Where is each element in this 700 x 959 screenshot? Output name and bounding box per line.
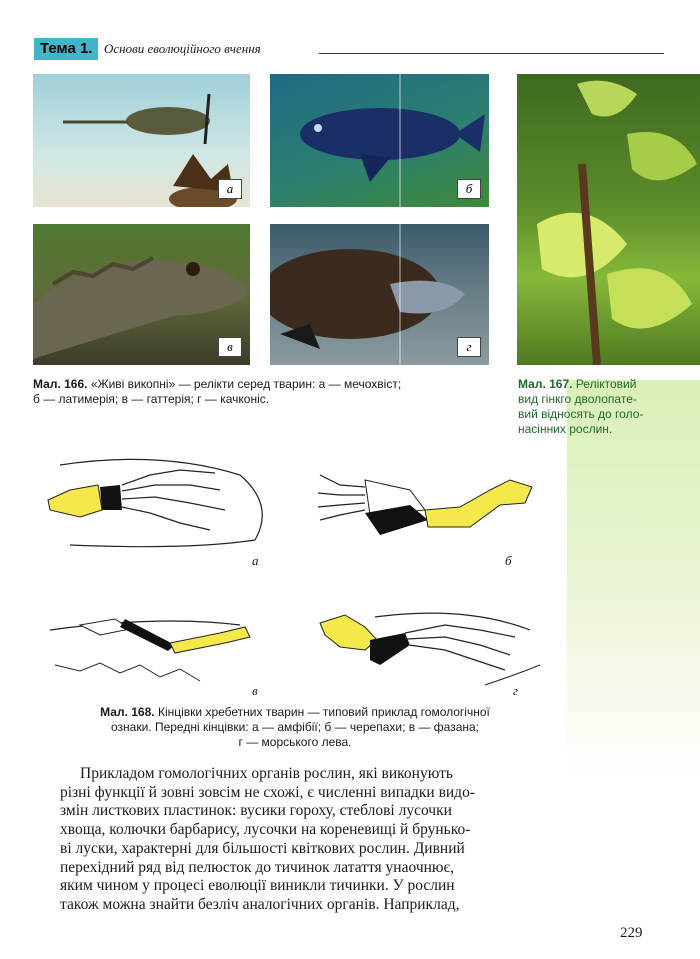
page-header (34, 38, 664, 60)
topic-label: Тема 1. (34, 38, 98, 60)
photo-coelacanth (270, 74, 489, 207)
body-line-8: також можна знайти безліч аналогічних органів. Наприклад, (60, 895, 460, 913)
caption-fig167-line1: Реліктовий (575, 377, 637, 391)
ginkgo-leaves-illustration (517, 74, 700, 365)
letter-v: в (252, 683, 258, 698)
badge-b: б (457, 179, 481, 199)
photo-tuatara (33, 224, 250, 365)
green-background-strip (567, 380, 700, 780)
caption-fig168-line2: ознаки. Передні кінцівки: а — амфібії; б — черепахи; в — фазана; (110, 720, 480, 734)
limb-diagram-sea-lion (315, 605, 545, 695)
letter-g: г (513, 683, 519, 698)
header-rule (319, 53, 664, 54)
badge-a: а (218, 179, 242, 199)
body-paragraph (60, 765, 650, 915)
photo-platypus (270, 224, 489, 365)
body-line-3: змін листкових пластинок: вусики гороху, стеблові лусочки (60, 802, 452, 820)
badge-g: г (457, 337, 481, 357)
caption-fig166-label: Мал. 166. (33, 377, 88, 391)
caption-fig168-label: Мал. 168. (100, 705, 155, 719)
photo-ginkgo (517, 74, 700, 365)
photo-horseshoe-crab (33, 74, 250, 207)
limb-diagram-pheasant (40, 605, 270, 690)
body-line-4: хвоща, колючки барбарису, лусочки на кореневищі й брунько- (60, 821, 471, 839)
body-line-7: яким чином у процесі еволюції виникли тичинки. У рослин (60, 877, 455, 895)
limb-diagram-turtle (310, 465, 540, 540)
caption-fig168-line3: г — морського лева. (238, 735, 352, 749)
caption-fig167-line4: насінних рослин. (518, 422, 613, 436)
caption-fig167-line2: вид гінкго дволопате- (518, 392, 637, 406)
body-line-6: перехідний ряд від пелюсток до тичинок латаття унаочнює, (60, 858, 455, 876)
body-line-5: ві луски, характерні для більшості квіткових рослин. Дивний (60, 839, 465, 857)
caption-fig166-line2: б — латимерія; в — гаттерія; г — качконіс. (33, 392, 270, 406)
caption-fig167 (518, 377, 698, 437)
page-number: 229 (620, 925, 643, 941)
caption-fig168-line1: Кінцівки хребетних тварин — типовий приклад гомологічної (157, 705, 490, 719)
caption-fig166-line1: «Живі викопні» — релікти серед тварин: а — мечохвіст; (90, 377, 402, 391)
body-line-2: різні функції й зовні зовсім не схожі, є численні випадки видо- (60, 783, 475, 801)
caption-fig166 (33, 377, 503, 407)
body-line-1: Прикладом гомологічних органів рослин, які виконують (80, 765, 453, 782)
letter-b: б (505, 553, 512, 568)
caption-fig167-line3: вий відносять до голо- (518, 407, 644, 421)
limb-diagram-amphibian (40, 455, 270, 555)
badge-v: в (218, 337, 242, 357)
topic-title: Основи еволюційного вчення (104, 41, 261, 56)
caption-fig168 (45, 705, 545, 750)
caption-fig167-label: Мал. 167. (518, 377, 573, 391)
letter-a: а (252, 553, 259, 568)
